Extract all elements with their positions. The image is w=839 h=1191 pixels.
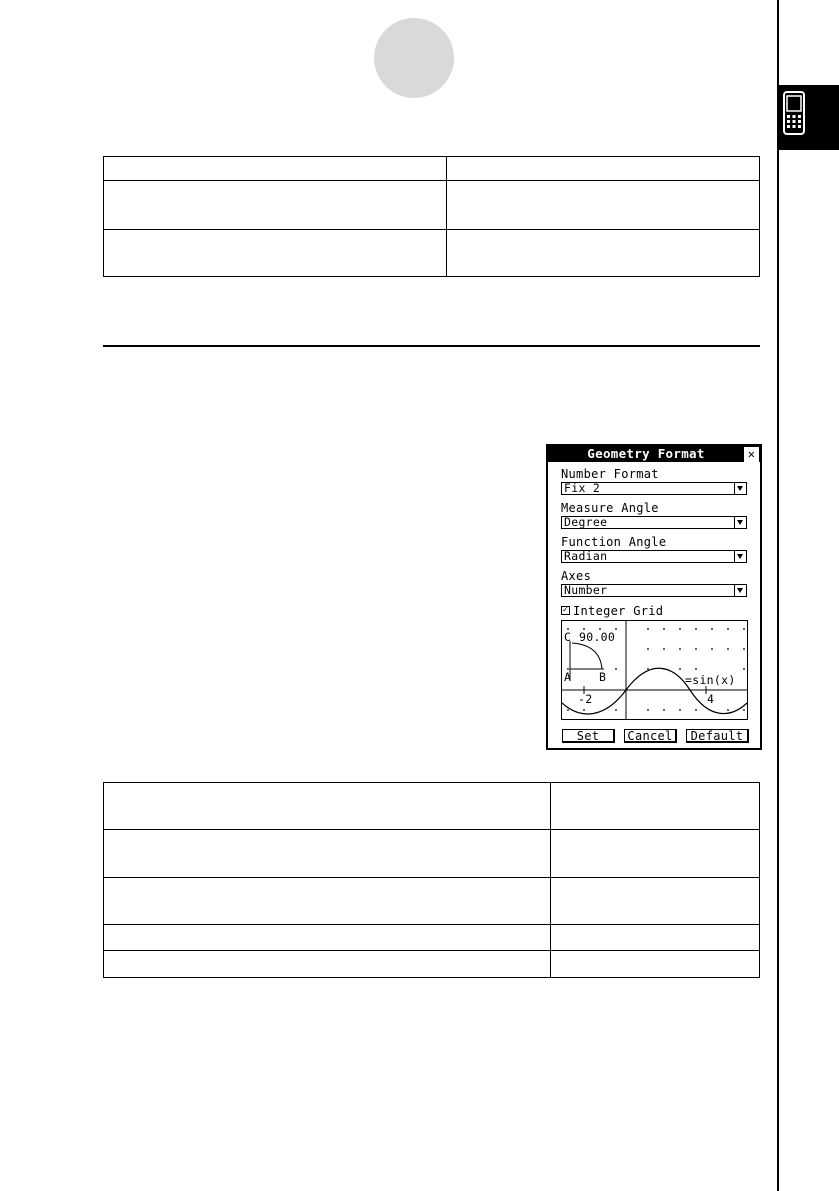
integer-grid-checkbox[interactable]: ✓ <box>562 605 569 615</box>
bottom-table <box>103 782 760 978</box>
table-row <box>104 230 760 277</box>
integer-grid-label: Integer Grid <box>573 604 664 618</box>
function-label: =sin(x) <box>685 673 736 687</box>
function-angle-label: Function Angle <box>561 535 667 549</box>
table-cell <box>551 878 760 925</box>
chevron-down-icon[interactable] <box>734 551 746 562</box>
table-row <box>104 951 760 978</box>
table-cell <box>551 951 760 978</box>
cancel-button[interactable]: Cancel <box>624 729 677 743</box>
function-angle-select[interactable] <box>561 550 747 563</box>
angle-segments <box>570 669 602 680</box>
dialog-title: Geometry Format <box>587 446 705 461</box>
number-format-select[interactable] <box>561 482 747 495</box>
tick-label-neg: -2 <box>578 692 593 706</box>
chapter-tab <box>779 85 839 150</box>
table-cell <box>447 181 760 230</box>
axes-select[interactable] <box>561 584 747 597</box>
function-angle-value: Radian <box>564 549 608 563</box>
table-row <box>104 830 760 878</box>
margin-rule <box>777 0 779 1191</box>
table-cell <box>551 783 760 830</box>
table-row <box>104 783 760 830</box>
geometry-format-dialog <box>546 444 762 750</box>
table-cell <box>447 230 760 277</box>
point-b-label: B <box>599 670 607 684</box>
axes-value: Number <box>564 583 608 597</box>
tick-label-pos: 4 <box>707 692 715 706</box>
table-row <box>104 181 760 230</box>
table-cell <box>104 783 551 830</box>
measure-angle-value: Degree <box>564 515 608 529</box>
close-icon[interactable]: ✕ <box>744 447 759 462</box>
axes-label: Axes <box>561 569 592 583</box>
angle-arc <box>572 643 602 669</box>
format-preview <box>561 620 748 720</box>
point-a-label: A <box>564 670 572 684</box>
table-row <box>104 925 760 951</box>
calculator-icon <box>782 90 806 136</box>
chevron-down-icon[interactable] <box>734 585 746 596</box>
angle-value: 90.00 <box>579 630 616 644</box>
table-cell <box>551 925 760 951</box>
table-cell <box>104 925 551 951</box>
table-cell <box>104 181 447 230</box>
chevron-down-icon[interactable] <box>734 517 746 528</box>
point-c-label: C <box>564 630 572 644</box>
table-row <box>104 157 760 181</box>
table-cell <box>104 157 447 181</box>
number-format-value: Fix 2 <box>564 481 601 495</box>
table-cell <box>104 951 551 978</box>
table-row <box>104 878 760 925</box>
number-format-label: Number Format <box>561 467 659 481</box>
chevron-down-icon[interactable] <box>734 483 746 494</box>
measure-angle-label: Measure Angle <box>561 501 659 515</box>
table-cell <box>104 230 447 277</box>
default-button[interactable]: Default <box>686 729 749 743</box>
dialog-titlebar <box>548 446 760 462</box>
measure-angle-select[interactable] <box>561 516 747 529</box>
set-button[interactable]: Set <box>562 729 615 743</box>
section-divider <box>103 345 760 347</box>
table-cell <box>551 830 760 878</box>
top-table <box>103 156 760 277</box>
table-cell <box>104 830 551 878</box>
page-number-circle <box>374 18 454 98</box>
table-cell <box>104 878 551 925</box>
table-cell <box>447 157 760 181</box>
